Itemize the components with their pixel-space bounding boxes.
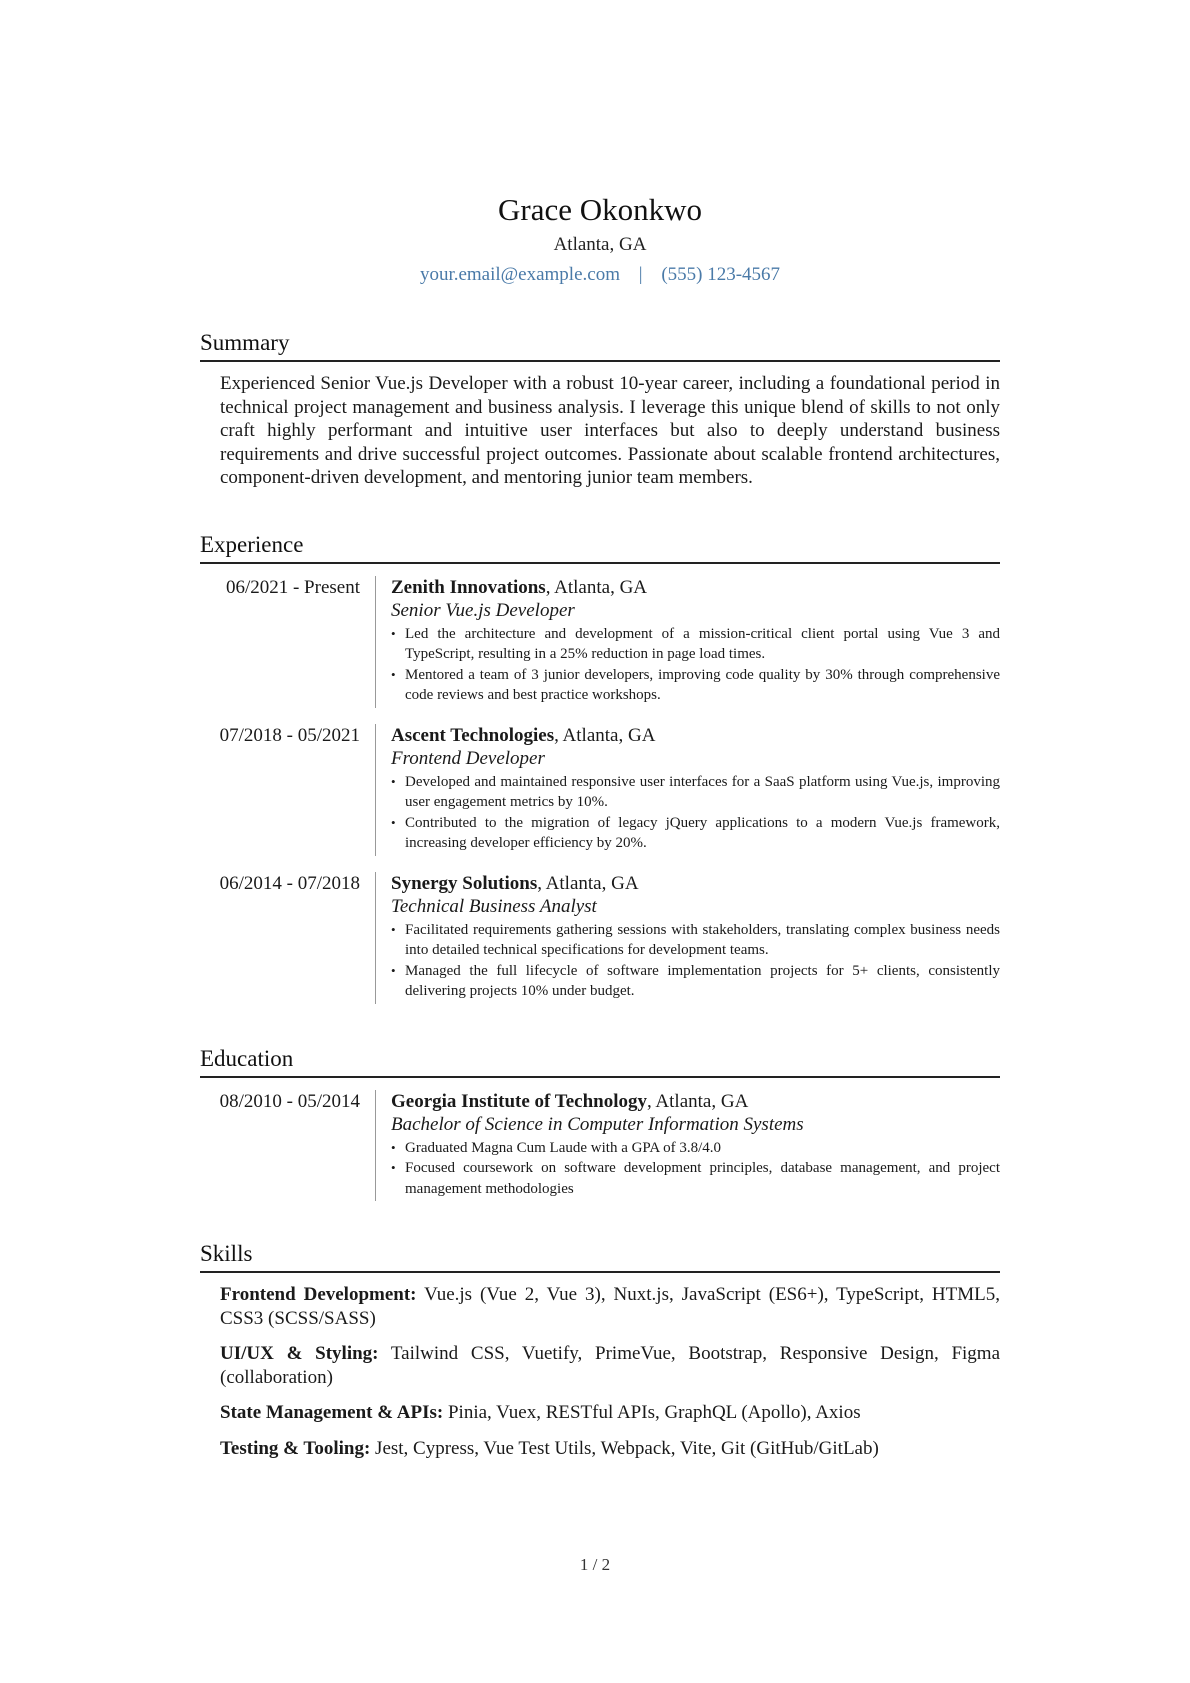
job-title: Frontend Developer [391,747,545,769]
resume-header [200,190,1000,288]
skills-section [200,1239,1000,1460]
experience-entry [200,724,1000,856]
skill-row [220,1401,1000,1425]
org-name: Zenith Innovations [391,576,546,598]
bullet-item: • Led the architecture and development of a mission-critical client portal using Vue 3 and TypeScript, resulting in a 25% reduction in page load times. [391,624,1000,665]
bullet-list [391,772,1000,854]
bullet-list [391,624,1000,706]
org-line [391,724,1000,747]
org-line [391,576,1000,599]
bullet-list [391,920,1000,1002]
education-section [200,1044,1000,1202]
skills-heading: Skills [200,1239,1000,1273]
experience-entry [200,872,1000,1004]
bullet-item: • Mentored a team of 3 junior developers, improving code quality by 30% through comprehensive code reviews and best practice workshops. [391,665,1000,706]
contact-separator: | [638,264,643,285]
summary-text: Experienced Senior Vue.js Developer with a robust 10-year career, including a foundational period in technical project management and business analysis. I leverage this unique blend of skills to not only craft highly performant and intuitive user interfaces but also to deeply understand business requirements and drive successful project outcomes. Passionate about scalable frontend architectures, component-driven development, and mentoring junior team members. [220,373,1000,488]
education-heading: Education [200,1044,1000,1078]
summary-section [200,328,1000,490]
degree: Bachelor of Science in Computer Information Systems [391,1113,804,1135]
page-number: 1 / 2 [579,1555,611,1574]
contact-line [200,262,1000,288]
entry-body [375,724,1000,856]
entry-dates: 06/2021 - Present [225,576,360,598]
job-title: Senior Vue.js Developer [391,599,575,621]
org-name: Synergy Solutions [391,872,538,894]
org-location: , Atlanta, GA [554,724,656,746]
org-line [391,872,1000,895]
org-location: , Atlanta, GA [537,872,639,894]
skill-category: State Management & APIs: [220,1402,444,1423]
job-title: Technical Business Analyst [391,895,597,917]
skill-category: Testing & Tooling: [220,1437,371,1459]
entry-dates: 06/2014 - 07/2018 [219,872,360,894]
candidate-location: Atlanta, GA [553,234,647,255]
bullet-item: • Focused coursework on software development principles, database management, and project management methodologies [391,1158,1000,1199]
experience-section [200,530,1000,1004]
entry-body [375,1090,1000,1202]
skill-items: Jest, Cypress, Vue Test Utils, Webpack, Vite, Git (GitHub/GitLab) [375,1437,879,1459]
email-link[interactable]: your.email@example.com [419,264,620,285]
skill-items: Pinia, Vuex, RESTful APIs, GraphQL (Apollo), Axios [447,1402,861,1423]
bullet-item: • Managed the full lifecycle of software implementation projects for 5+ clients, consistently delivering projects 10% under budget. [391,961,1000,1002]
skill-category: UI/UX & Styling: [220,1343,379,1364]
summary-heading: Summary [200,328,1000,362]
org-line [391,1090,1000,1113]
entry-body [375,872,1000,1004]
skill-row [220,1283,1000,1330]
org-location: , Atlanta, GA [545,576,648,598]
experience-heading: Experience [200,530,1000,564]
phone-link[interactable]: (555) 123-4567 [661,264,781,285]
school-name: Georgia Institute of Technology [391,1090,647,1112]
school-location: , Atlanta, GA [646,1090,749,1112]
skill-row [220,1437,1000,1461]
bullet-item: • Facilitated requirements gathering sessions with stakeholders, translating complex business needs into detailed technical specifications for development teams. [391,920,1000,961]
entry-body [375,576,1000,708]
experience-entry [200,576,1000,708]
bullet-item: • Graduated Magna Cum Laude with a GPA of 3.8/4.0 [391,1138,1000,1159]
bullet-item: • Contributed to the migration of legacy jQuery applications to a modern Vue.js framework, increasing developer efficiency by 20%. [391,813,1000,854]
education-entry [200,1090,1000,1202]
skill-category: Frontend Development: [220,1284,417,1305]
bullet-list [391,1138,1000,1200]
entry-dates: 07/2018 - 05/2021 [219,724,360,746]
skill-row [220,1342,1000,1389]
candidate-name: Grace Okonkwo [497,192,702,227]
bullet-item: • Developed and maintained responsive user interfaces for a SaaS platform using Vue.js, improving user engagement metrics by 10%. [391,772,1000,813]
skill-items: Tailwind CSS, Vuetify, PrimeVue, Bootstrap, Responsive Design, Figma (collaboration) [220,1343,1001,1388]
org-name: Ascent Technologies [391,724,555,746]
resume-content [200,190,1000,1460]
skill-items: Vue.js (Vue 2, Vue 3), Nuxt.js, JavaScript (ES6+), TypeScript, HTML5, CSS3 (SCSS/SASS) [220,1284,1000,1329]
entry-dates: 08/2010 - 05/2014 [219,1090,360,1112]
